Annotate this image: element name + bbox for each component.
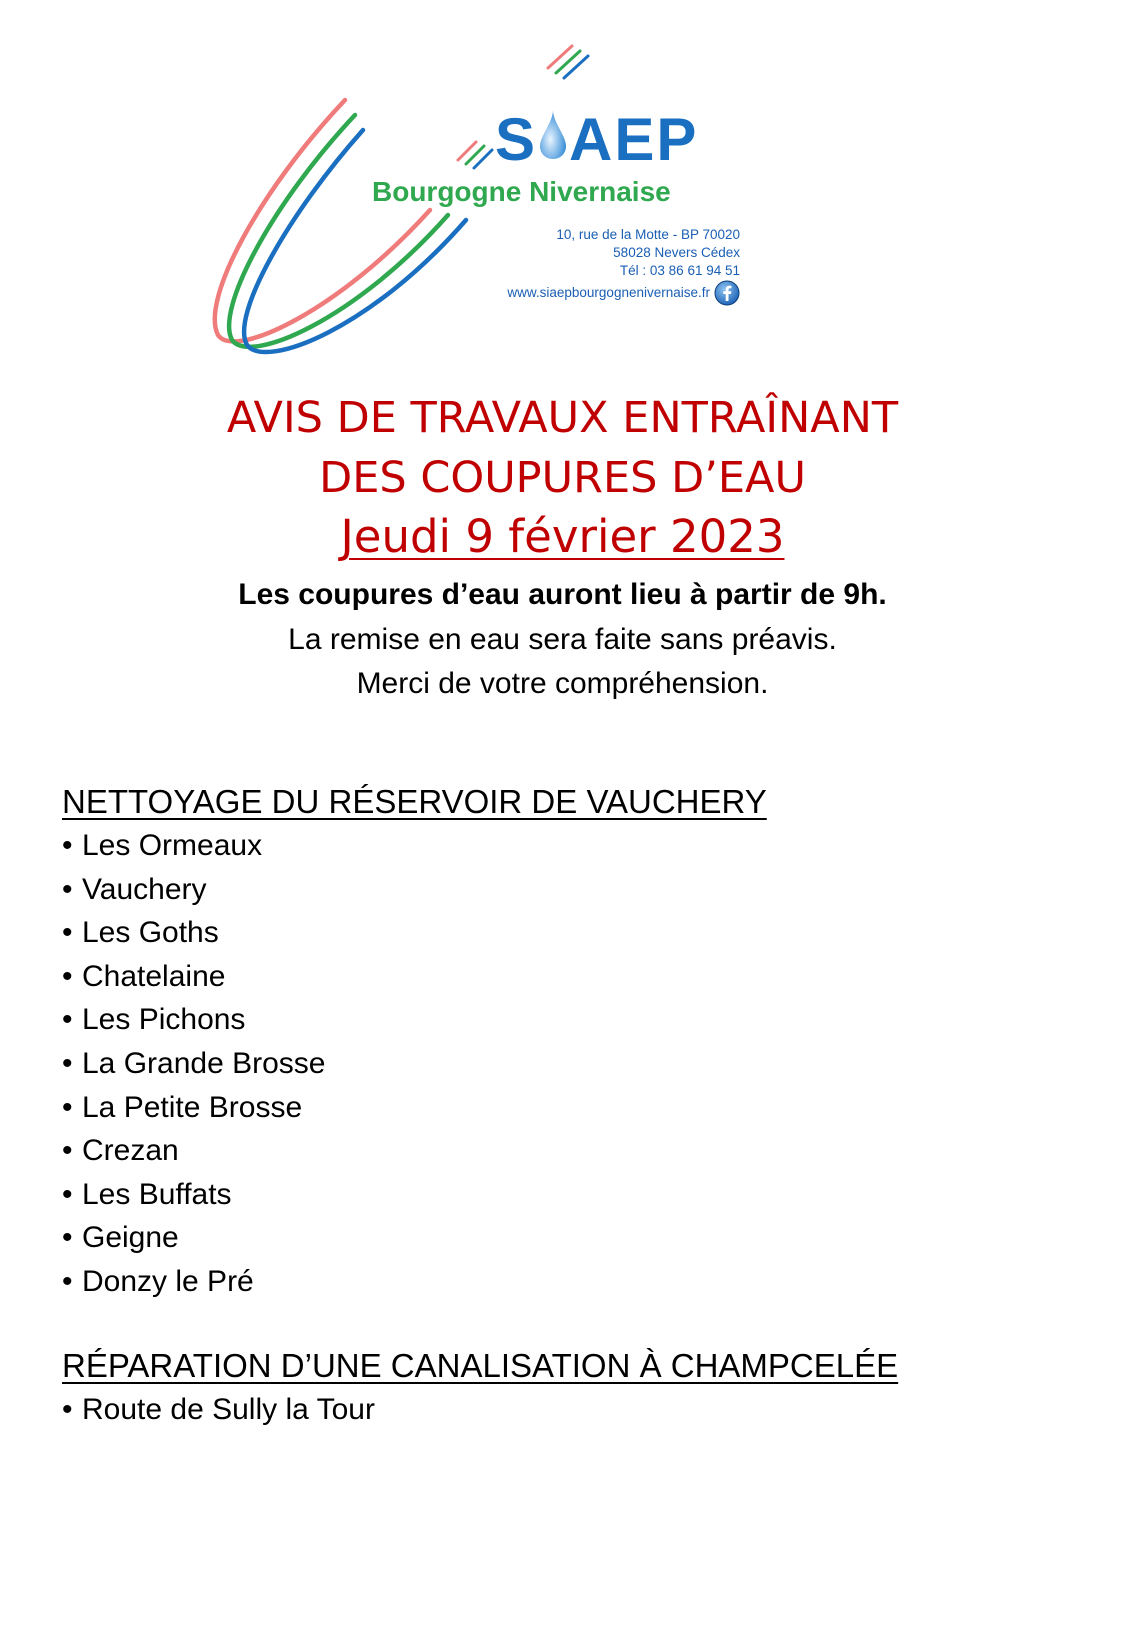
list-item: • Les Pichons (62, 998, 1062, 1042)
list-item: • Route de Sully la Tour (62, 1388, 1062, 1432)
bullet: • (62, 1177, 73, 1211)
contact-block (380, 226, 740, 306)
address-line-1: 10, rue de la Motte - BP 70020 (556, 227, 740, 242)
list-item: • Chatelaine (62, 955, 1062, 999)
bullet: • (62, 1393, 73, 1426)
bullet: • (62, 1046, 73, 1080)
list-item: • La Petite Brosse (62, 1086, 1062, 1130)
notice-date: Jeudi 9 février 2023 (340, 510, 785, 563)
list-item: • Les Buffats (62, 1173, 1062, 1217)
bullet: • (62, 872, 73, 906)
notice-title-line-1: AVIS DE TRAVAUX ENTRAÎNANT (226, 393, 899, 443)
thanks-line: Merci de votre compréhension. (356, 667, 769, 700)
bullet: • (62, 1134, 73, 1168)
section-heading: NETTOYAGE DU RÉSERVOIR DE VAUCHERY (62, 783, 767, 820)
siaep-logo (200, 40, 740, 370)
affected-locations-list (62, 1388, 1062, 1432)
brand-letters-aep: AEP (569, 106, 699, 173)
list-item: • Crezan (62, 1129, 1062, 1173)
bullet: • (62, 1090, 73, 1124)
bullet: • (62, 1264, 73, 1298)
phone-number: Tél : 03 86 61 94 51 (619, 263, 740, 278)
bullet: • (62, 1003, 73, 1037)
bullet: • (62, 916, 73, 950)
section-heading: RÉPARATION D’UNE CANALISATION À CHAMPCELÉE (62, 1347, 899, 1384)
notice-header (0, 388, 1125, 706)
outage-start-info: Les coupures d’eau auront lieu à partir de 9h. (238, 578, 887, 611)
restore-info: La remise en eau sera faite sans préavis. (288, 623, 837, 656)
list-item: • La Grande Brosse (62, 1042, 1062, 1086)
list-item: • Les Ormeaux (62, 824, 1062, 868)
facebook-icon[interactable] (714, 280, 740, 306)
bullet: • (62, 959, 73, 993)
brand-name (495, 106, 699, 173)
section-reservoir-cleaning (62, 780, 1062, 1304)
notice-title-line-2: DES COUPURES D’EAU (319, 453, 806, 503)
list-item: • Vauchery (62, 868, 1062, 912)
bullet: • (62, 829, 73, 862)
list-item: • Geigne (62, 1216, 1062, 1260)
brand-letter-s: S (495, 106, 538, 173)
address-line-2: 58028 Nevers Cédex (613, 245, 740, 260)
website-link[interactable]: www.siaepbourgognenivernaise.fr (507, 285, 710, 300)
brand-subtitle: Bourgogne Nivernaise (372, 176, 671, 207)
list-item: • Donzy le Pré (62, 1260, 1062, 1304)
bullet: • (62, 1221, 73, 1255)
list-item: • Les Goths (62, 911, 1062, 955)
water-drop-icon (538, 108, 568, 170)
section-pipe-repair (62, 1344, 1062, 1432)
affected-locations-list (62, 824, 1062, 1304)
